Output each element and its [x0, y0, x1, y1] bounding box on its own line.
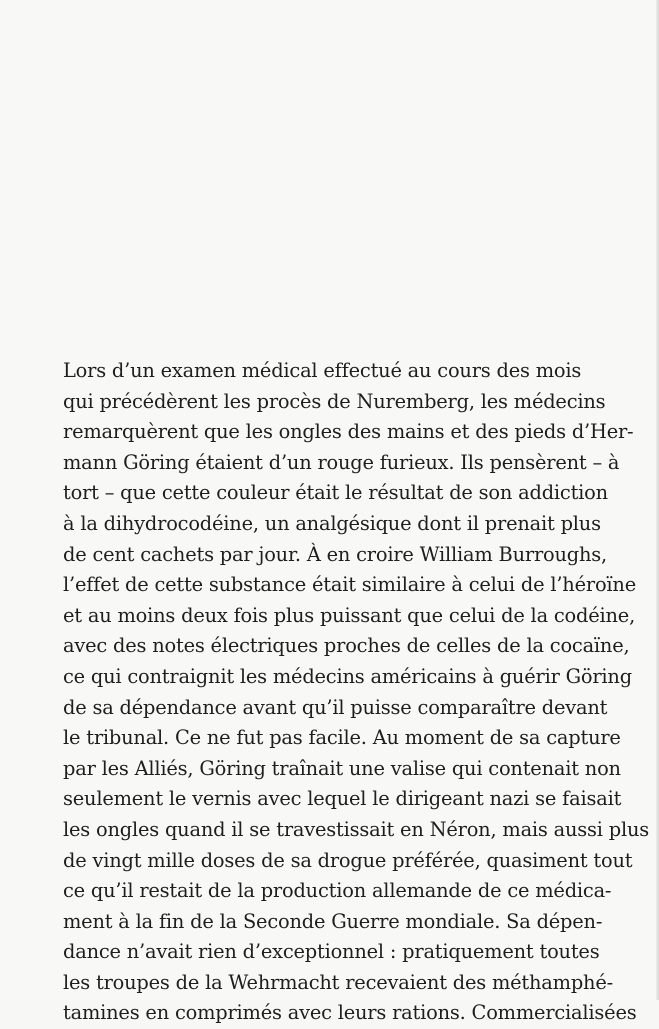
text-line: remarquèrent que les ongles des mains et des pieds d’Her-	[63, 420, 634, 444]
text-line: le tribunal. Ce ne fut pas facile. Au moment de sa capture	[63, 726, 621, 750]
text-line: ce qui contraignit les médecins américains à guérir Göring	[63, 664, 632, 688]
text-line: Lors d’un examen médical effectué au cours des mois	[63, 359, 582, 382]
text-line: dance n’avait rien d’exceptionnel : pratiquement toutes	[63, 940, 600, 964]
text-line: à la dihydrocodéine, un analgésique dont il prenait plus	[63, 511, 601, 535]
text-line: avec des notes électriques proches de celles de la cocaïne,	[63, 634, 630, 658]
text-line: de cent cachets par jour. À en croire William Burroughs,	[63, 542, 607, 566]
text-line: les ongles quand il se travestissait en Néron, mais aussi plus	[63, 817, 650, 841]
text-line: ce qu’il restait de la production allemande de ce médica-	[63, 879, 612, 903]
text-line: seulement le vernis avec lequel le dirigeant nazi se faisait	[63, 787, 622, 811]
text-line: l’effet de cette substance était similaire à celui de l’héroïne	[63, 573, 636, 597]
text-line: tort – que cette couleur était le résultat de son addiction	[63, 481, 608, 505]
text-line: par les Alliés, Göring traînait une valise qui contenait non	[63, 756, 621, 780]
text-line: de sa dépendance avant qu’il puisse comparaître devant	[63, 695, 608, 719]
text-line: les troupes de la Wehrmacht recevaient des méthamphé-	[63, 970, 613, 994]
body-paragraph	[63, 356, 650, 1029]
text-line: mann Göring étaient d’un rouge furieux. Ils pensèrent – à	[63, 450, 620, 474]
text-line: qui précédèrent les procès de Nuremberg, les médecins	[63, 389, 606, 413]
text-line: de vingt mille doses de sa drogue préférée, quasiment tout	[63, 848, 633, 872]
text-line: tamines en comprimés avec leurs rations. Commercialisées	[63, 1001, 637, 1025]
text-line: et au moins deux fois plus puissant que celui de la codéine,	[63, 603, 636, 627]
text-line: ment à la fin de la Seconde Guerre mondiale. Sa dépen-	[63, 909, 603, 933]
